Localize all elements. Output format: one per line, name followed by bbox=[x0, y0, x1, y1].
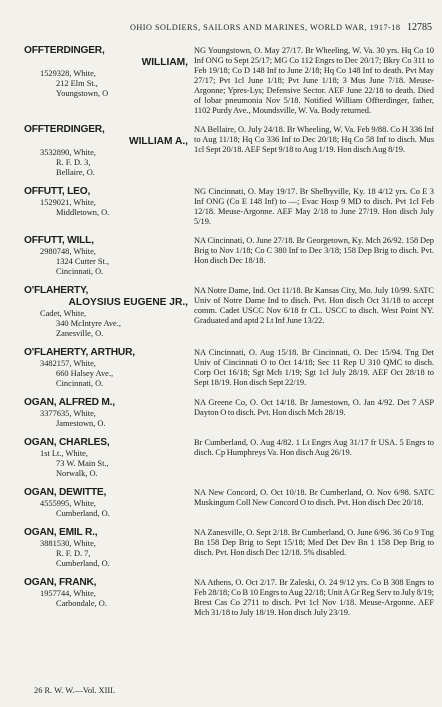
rank-line: 1st Lt., White, bbox=[40, 449, 88, 458]
address-line: 1324 Cutter St., bbox=[56, 257, 110, 266]
address-line: Middletown, O. bbox=[56, 208, 110, 217]
soldier-name: OFFUTT, LEO, bbox=[24, 186, 91, 197]
roster-entry bbox=[24, 124, 434, 178]
address-line: 212 Elm St., bbox=[56, 79, 98, 88]
service-record: NA Bellaire, O. July 24/18. Br Wheeling, W. Va. Feb 9/88. Co H 336 Inf to Aug 11/18; Hq Co 336 Inf to Dec 20/18; Hq Co 58 Inf to disch. Mus 1cl Sept 20/18. AEF Sept 9/18 to Aug 1/19. Hon disch Aug 8/19. bbox=[194, 125, 434, 154]
address-line: Carbondale, O. bbox=[56, 599, 107, 608]
address-line: Cincinnati, O. bbox=[56, 267, 104, 276]
header-title: OHIO SOLDIERS, SAILORS AND MARINES, WORLD WAR, 1917-18 bbox=[129, 23, 401, 32]
service-record: NG Youngstown, O. May 27/17. Br Wheeling, W. Va. 30 yrs. Hq Co 10 Inf ONG to Sept 25/17; MG Co 112 Engrs to Dec 20/17; Bkry Co 311 to Feb 19/18; Co D 148 Inf to June 2/18; Hq Co 148 Inf to death. Pvt May 27/17; Pvt 1cl June 1/18; Pvt June 1/18; 3 Mus June 7/18. Meuse-Argonne; Ypres-Lys; Defensive Sector. AEF June 22/18 to death. Died of lobar pneumonia Nov 5/18. Notified William Offterdinger, father, 1102 Purdy Ave., Moundsville, W. Va. Body returned. bbox=[194, 46, 434, 115]
soldier-name-continued: ALOYSIUS EUGENE JR., bbox=[68, 297, 188, 308]
soldier-name-continued: WILLIAM A., bbox=[128, 136, 188, 147]
roster-entries bbox=[24, 45, 434, 626]
service-record: NA Notre Dame, Ind. Oct 11/18. Br Kansas City, Mo. July 10/99. SATC Univ of Notre Dame Ind to disch. Pvt. Hon disch Oct 31/18 to accept comm. Cadet USCC Nov 6/18 fr CL. USCC to disch. West Point NY. Graduated and aptd 2 Lt Inf June 13/22. bbox=[194, 286, 434, 325]
soldier-name: OFFTERDINGER, bbox=[24, 124, 105, 135]
service-record: NG Cincinnati, O. May 19/17. Br Shelbyville, Ky. 18 4/12 yrs. Co E 3 Inf ONG (Co E 148 Inf) to —; Evac Hosp 9 MD to disch. Pvt 1cl Feb 12/18. Meuse-Argonne. AEF May 2/18 to June 27/19. Hon disch July 5/19. bbox=[194, 187, 434, 226]
roster-entry bbox=[24, 577, 434, 618]
address-line: 340 McIntyre Ave., bbox=[56, 319, 121, 328]
soldier-name: OGAN, CHARLES, bbox=[24, 437, 110, 448]
address-line: Zanesville, O. bbox=[56, 329, 104, 338]
soldier-name: OGAN, FRANK, bbox=[24, 577, 97, 588]
roster-entry bbox=[24, 487, 434, 519]
roster-entry bbox=[24, 347, 434, 389]
service-record: NA Athens, O. Oct 2/17. Br Zaleski, O. 24 9/12 yrs. Co B 308 Engrs to Feb 28/18; Co B 10 Engrs to Aug 22/18; Unit A Gr Reg Serv to July 8/19; Brest Cas Co 2711 to disch. Pvt 1cl Nov 1/18. Meuse-Argonne. AEF Mch 31/18 to July 18/19. Hon disch July 23/19. bbox=[194, 578, 435, 617]
page-number: 12785 bbox=[407, 22, 432, 33]
roster-entry bbox=[24, 186, 434, 227]
address-line: 73 W. Main St., bbox=[56, 459, 109, 468]
soldier-name: OFFTERDINGER, bbox=[24, 45, 105, 56]
service-record: NA Cincinnati, O. June 27/18. Br Georgetown, Ky. Mch 26/92. 158 Dep Brig to Nov 1/18; Co C 380 Inf to Dec 3/18; 158 Dep Brig to disch. Pvt. Hon disch Dec 18/18. bbox=[194, 236, 434, 265]
roster-entry bbox=[24, 527, 434, 569]
roster-entry bbox=[24, 397, 434, 429]
address-line: R. F. D. 3, bbox=[56, 158, 91, 167]
address-line: Cumberland, O. bbox=[56, 509, 110, 518]
service-number: 3482157, White, bbox=[40, 359, 96, 368]
soldier-name-continued: WILLIAM, bbox=[141, 57, 188, 68]
soldier-name: O'FLAHERTY, bbox=[24, 285, 89, 296]
soldier-name: O'FLAHERTY, ARTHUR, bbox=[24, 347, 135, 358]
service-number: 3881530, White, bbox=[40, 539, 96, 548]
service-number: 1957744, White, bbox=[40, 589, 96, 598]
rank-line: Cadet, White, bbox=[40, 309, 87, 318]
soldier-name: OGAN, DEWITTE, bbox=[24, 487, 107, 498]
page-footer: 26 R. W. W.—Vol. XIII. bbox=[34, 686, 116, 695]
roster-entry bbox=[24, 235, 434, 277]
address-line: Bellaire, O. bbox=[56, 168, 95, 177]
address-line: Cumberland, O. bbox=[56, 559, 110, 568]
service-number: 1529328, White, bbox=[40, 69, 96, 78]
address-line: Norwalk, O. bbox=[56, 469, 98, 478]
service-number: 3377635, White, bbox=[40, 409, 96, 418]
service-number: 3532890, White, bbox=[40, 148, 96, 157]
service-number: 1529021, White, bbox=[40, 198, 96, 207]
soldier-name: OFFUTT, WILL, bbox=[24, 235, 94, 246]
service-number: 2980748, White, bbox=[40, 247, 96, 256]
address-line: 660 Halsey Ave., bbox=[56, 369, 114, 378]
service-record: NA Zanesville, O. Sept 2/18. Br Cumberland, O. June 6/96. 36 Co 9 Tng Bn 158 Dep Brig to Sept 15/18; Med Det Dev Bn 1 158 Dep Brig to disch. Pvt. Hon disch Dec 12/18. 5% disabled. bbox=[194, 528, 434, 557]
address-line: Jamestown, O. bbox=[56, 419, 106, 428]
address-line: R. F. D. 7, bbox=[56, 549, 91, 558]
soldier-name: OGAN, ALFRED M., bbox=[24, 397, 115, 408]
address-line: Youngstown, O bbox=[56, 89, 109, 98]
service-record: NA Greene Co, O. Oct 14/18. Br Jamestown, O. Jan 4/92. Det 7 ASP Dayton O to disch. Pvt. Hon disch Mch 28/19. bbox=[194, 398, 434, 417]
service-record: Br Cumberland, O. Aug 4/82. 1 Lt Engrs Aug 31/17 fr USA. 5 Engrs to disch. Cp Humphreys Va. Hon disch Aug 26/19. bbox=[194, 438, 434, 457]
soldier-name: OGAN, EMIL R., bbox=[24, 527, 98, 538]
service-record: NA Cincinnati, O. Aug 15/18. Br Cincinnati, O. Dec 15/94. Tng Det Univ of Cincinnati O to Oct 14/18; Sec 11 Rep U 310 QMC to disch. Corp Oct 16/18; Sgt Mch 1/19; Sgt 1cl July 28/19. AEF Oct 28/18 to Sept 18/19. Hon disch Sept 22/19. bbox=[194, 348, 434, 387]
running-header bbox=[108, 22, 432, 33]
roster-entry bbox=[24, 45, 434, 116]
service-number: 4555995, White, bbox=[40, 499, 96, 508]
address-line: Cincinnati, O. bbox=[56, 379, 104, 388]
roster-entry bbox=[24, 437, 434, 479]
roster-entry bbox=[24, 285, 434, 339]
service-record: NA New Concord, O. Oct 10/18. Br Cumberland, O. Nov 6/98. SATC Muskingum Coll New Concord O to disch. Pvt. Hon disch Dec 20/18. bbox=[194, 488, 434, 507]
